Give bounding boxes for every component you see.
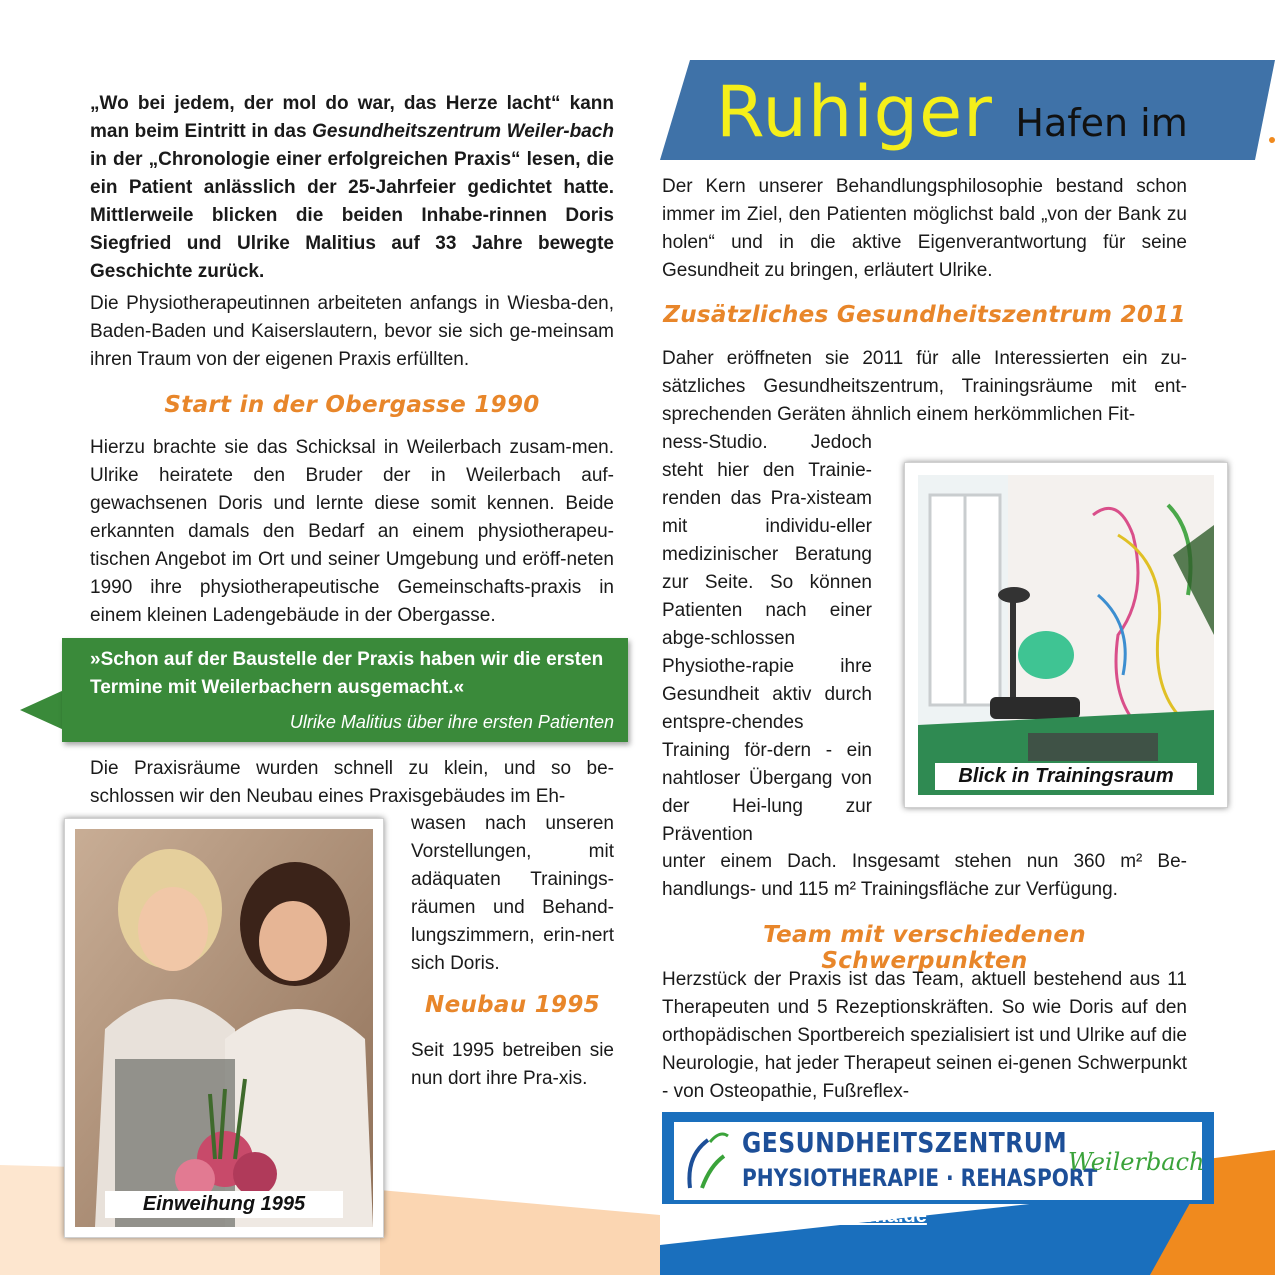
logo-script: Weilerbach [1068, 1148, 1205, 1176]
quote-source: Ulrike Malitius über ihre ersten Patienten [289, 712, 614, 732]
heading-start-obergasse: Start in der Obergasse 1990 [164, 392, 540, 418]
photo-einweihung [64, 818, 384, 1238]
right-paragraph-3: Herzstück der Praxis ist das Team, aktuell bestehend aus 11 Therapeuten und 5 Rezeptionskräften. So wie Doris auf den orthopädischen Sportbereich spezialisiert ist und Ulrike auf die Neurologie, hat jeder Therapeut seinen ei-genen Schwerpunkt - von Osteopathie, Fußreflex- [662, 969, 1187, 1102]
right-paragraph-2b: ness-Studio. Jedoch steht hier den Trainie-renden das Pra-xisteam mit individu-eller medizinischer Beratung zur Seite. So können Patienten nach einer abge-schlossen Physiothe-rapie ihre Gesundheit aktiv durch entspre-chendes Training för-dern - ein nahtloser Übergang von der Hei-lung zur Prävention [662, 432, 872, 845]
intro-paragraph [90, 90, 614, 286]
heading-team: Team mit verschiedenen Schwerpunkten [763, 922, 1086, 974]
left-paragraph-3b: wasen nach unseren Vorstellungen, mit adäquaten Trainings-räumen und Behand-lungszimmern, erin-nert sich Doris. [411, 813, 614, 974]
left-paragraph-4: Seit 1995 betreiben sie nun dort ihre Pra-xis. [411, 1040, 614, 1089]
banner-title-small: Hafen im [1015, 101, 1188, 145]
photo-caption-einweihung: Einweihung 1995 [105, 1191, 343, 1218]
intro-text-1: „Wo bei jedem, der mol do war, das Herze lacht“ kann man beim Eintritt in das [90, 93, 614, 142]
intro-italic: Gesundheitszentrum Weiler-bach [312, 121, 614, 142]
logo-white-panel [674, 1122, 1205, 1200]
website-link[interactable]: www.praxis-sport-reha.de [682, 1205, 927, 1227]
photo-image [75, 829, 373, 1227]
photo-caption-training: Blick in Trainingsraum [935, 763, 1197, 790]
quote-box [62, 638, 628, 742]
banner-title-big: Ruhiger [716, 71, 993, 153]
left-paragraph-2: Hierzu brachte sie das Schicksal in Weilerbach zusam-men. Ulrike heiratete den Bruder der in Weilerbach auf-gewachsenen Doris und lernte diese somit kennen. Beide erkannten damals den Bedarf an einem physiotherapeu-tischen Angebot im Ort und seiner Umgebung und eröff-neten 1990 ihre physiotherapeutische Gemeinschafts-praxis in einem kleinen Ladengebäude in der Obergasse. [90, 437, 614, 626]
bottom-peach-wave [380, 1190, 660, 1275]
right-paragraph-2: Daher eröffneten sie 2011 für alle Interessierten ein zu-sätzliches Gesundheitszentrum, Trainingsräume mit ent-sprechenden Geräten ähnlich einem herkömmlichen Fit- [662, 348, 1187, 425]
photo-image-training [918, 475, 1214, 795]
quote-text: »Schon auf der Baustelle der Praxis haben wir die ersten Termine mit Weilerbachern ausgemacht.« [90, 649, 604, 698]
photo-trainingsraum [904, 462, 1228, 808]
right-paragraph-1: Der Kern unserer Behandlungsphilosophie bestand schon immer im Ziel, den Patienten möglichst bald „von der Bank zu holen“ und in die aktive Eigenverantwortung für seine Gesundheit zu bringen, erläutert Ulrike. [662, 176, 1187, 281]
logo-block [662, 1112, 1214, 1204]
banner-title [716, 72, 1275, 162]
intro-text-2: in der „Chronologie einer erfolgreichen Praxis“ lesen, die ein Patient anlässlich der 25-Jahrfeier gedichtet hatte. Mittlerweile blicken die beiden Inhabe-rinnen Doris Siegfried und Ulrike Malitius auf 33 Jahre bewegte Geschichte zurück. [90, 149, 614, 282]
left-paragraph-3: Die Praxisräume wurden schnell zu klein, und so be-schlossen wir den Neubau eines Praxisgebäudes im Eh- [90, 758, 614, 807]
logo-line-2: PHYSIOTHERAPIE · REHASPORT [742, 1164, 1098, 1192]
heading-neubau: Neubau 1995 [425, 992, 600, 1018]
heading-gesundheitszentrum-2011: Zusätzliches Gesundheitszentrum 2011 [663, 302, 1186, 328]
left-paragraph-1: Die Physiotherapeutinnen arbeiteten anfangs in Wiesba-den, Baden-Baden und Kaiserslautern, bevor sie sich ge-meinsam ihren Traum von der eigenen Praxis erfüllten. [90, 293, 614, 370]
logo-line-1: GESUNDHEITSZENTRUM [742, 1126, 1068, 1159]
right-paragraph-2c: unter einem Dach. Insgesamt stehen nun 360 m² Be-handlungs- und 115 m² Trainingsfläche zur Verfügung. [662, 851, 1187, 900]
logo-figure-icon [680, 1126, 738, 1196]
